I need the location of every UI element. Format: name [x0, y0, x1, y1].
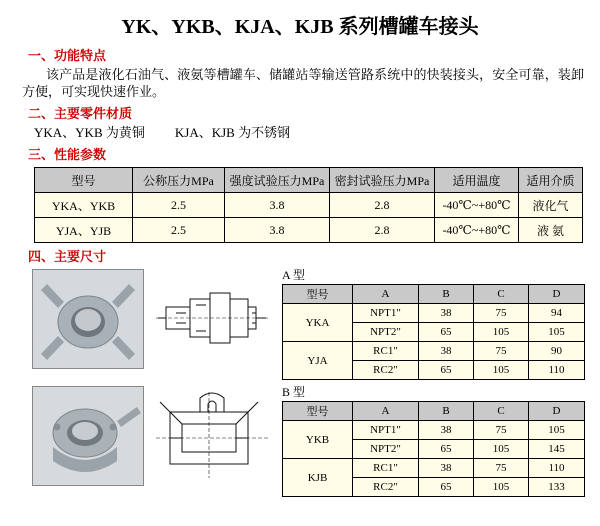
cell-model: YKB [283, 421, 353, 459]
col-header: 型号 [35, 168, 133, 193]
col-header: D [529, 285, 585, 304]
cell: NPT1" [353, 304, 419, 323]
col-header: 适用介质 [519, 168, 583, 193]
cell: RC2" [353, 478, 419, 497]
col-header: B [419, 285, 474, 304]
cell: 105 [474, 323, 529, 342]
dimension-block-a [32, 269, 590, 380]
table-header-row [35, 168, 583, 193]
cell: NPT1" [353, 421, 419, 440]
cell: 90 [529, 342, 585, 361]
cell: 液化气 [519, 193, 583, 218]
cell: 3.8 [225, 218, 330, 243]
dimension-table-b [282, 401, 585, 497]
cell: 2.5 [133, 193, 225, 218]
cell: NPT2" [353, 440, 419, 459]
type-label-b: B 型 [282, 385, 306, 399]
section-heading-features: 一、功能特点 [28, 48, 107, 63]
cell: 38 [419, 421, 474, 440]
col-header: 强度试验压力MPa [225, 168, 330, 193]
table-header-row [283, 402, 585, 421]
cell: 94 [529, 304, 585, 323]
section-heading-performance: 三、性能参数 [28, 147, 107, 162]
cell: RC1" [353, 342, 419, 361]
table-row [35, 218, 583, 243]
material-stainless: KJA、KJB 为不锈钢 [174, 125, 291, 140]
cell: -40℃~+80℃ [435, 193, 519, 218]
page-title: YK、YKB、KJA、KJB 系列槽罐车接头 [121, 16, 479, 38]
cell: 110 [529, 459, 585, 478]
cell: 2.8 [330, 218, 435, 243]
cell: YKA、YKB [35, 193, 133, 218]
cell: 液 氨 [519, 218, 583, 243]
table-row [283, 421, 585, 440]
col-header: 型号 [283, 285, 353, 304]
col-header: C [474, 285, 529, 304]
dimension-block-b [32, 386, 590, 497]
cell: 145 [529, 440, 585, 459]
table-row [35, 193, 583, 218]
dimension-table-a [282, 284, 585, 380]
col-header: D [529, 402, 585, 421]
cell: 75 [474, 342, 529, 361]
col-header: A [353, 285, 419, 304]
col-header: C [474, 402, 529, 421]
cell: 105 [529, 421, 585, 440]
table-header-row [283, 285, 585, 304]
cell: 133 [529, 478, 585, 497]
cell: RC1" [353, 459, 419, 478]
cell: 65 [419, 361, 474, 380]
cell-model: YJA [283, 342, 353, 380]
cell: 105 [474, 440, 529, 459]
dimensions-section [10, 269, 590, 497]
cell: NPT2" [353, 323, 419, 342]
table-row [283, 304, 585, 323]
col-header: 公称压力MPa [133, 168, 225, 193]
cell: 38 [419, 459, 474, 478]
cell: 75 [474, 304, 529, 323]
section-heading-dimensions: 四、主要尺寸 [28, 249, 107, 264]
dimension-table-b-wrap [282, 386, 585, 497]
col-header: A [353, 402, 419, 421]
performance-table [34, 167, 583, 243]
technical-drawing-b [152, 386, 272, 484]
cell: RC2" [353, 361, 419, 380]
cell: 110 [529, 361, 585, 380]
features-paragraph: 该产品是液化石油气、液氨等槽罐车、储罐站等输送管路系统中的快装接头，安全可靠，装卸方便，可实现快速作业。 [22, 67, 584, 99]
cell: YJA、YJB [35, 218, 133, 243]
cell: 2.5 [133, 218, 225, 243]
col-header: B [419, 402, 474, 421]
cell-model: YKA [283, 304, 353, 342]
cell: 38 [419, 304, 474, 323]
technical-drawing-a [152, 269, 272, 367]
product-photo-b [32, 386, 144, 486]
cell: 38 [419, 342, 474, 361]
section-heading-materials: 二、主要零件材质 [28, 106, 133, 121]
materials-line [34, 124, 590, 141]
col-header: 密封试验压力MPa [330, 168, 435, 193]
type-label-a: A 型 [282, 268, 306, 282]
dimension-table-a-wrap [282, 269, 585, 380]
product-photo-a [32, 269, 144, 369]
cell: 65 [419, 323, 474, 342]
cell: 65 [419, 440, 474, 459]
cell: 75 [474, 459, 529, 478]
material-brass: YKA、YKB 为黄铜 [34, 125, 145, 140]
cell: 75 [474, 421, 529, 440]
cell: 105 [474, 361, 529, 380]
table-row [283, 459, 585, 478]
cell-model: KJB [283, 459, 353, 497]
col-header: 型号 [283, 402, 353, 421]
col-header: 适用温度 [435, 168, 519, 193]
cell: -40℃~+80℃ [435, 218, 519, 243]
document-page [0, 10, 600, 526]
cell: 105 [529, 323, 585, 342]
table-row [283, 342, 585, 361]
cell: 3.8 [225, 193, 330, 218]
cell: 2.8 [330, 193, 435, 218]
cell: 105 [474, 478, 529, 497]
cell: 65 [419, 478, 474, 497]
